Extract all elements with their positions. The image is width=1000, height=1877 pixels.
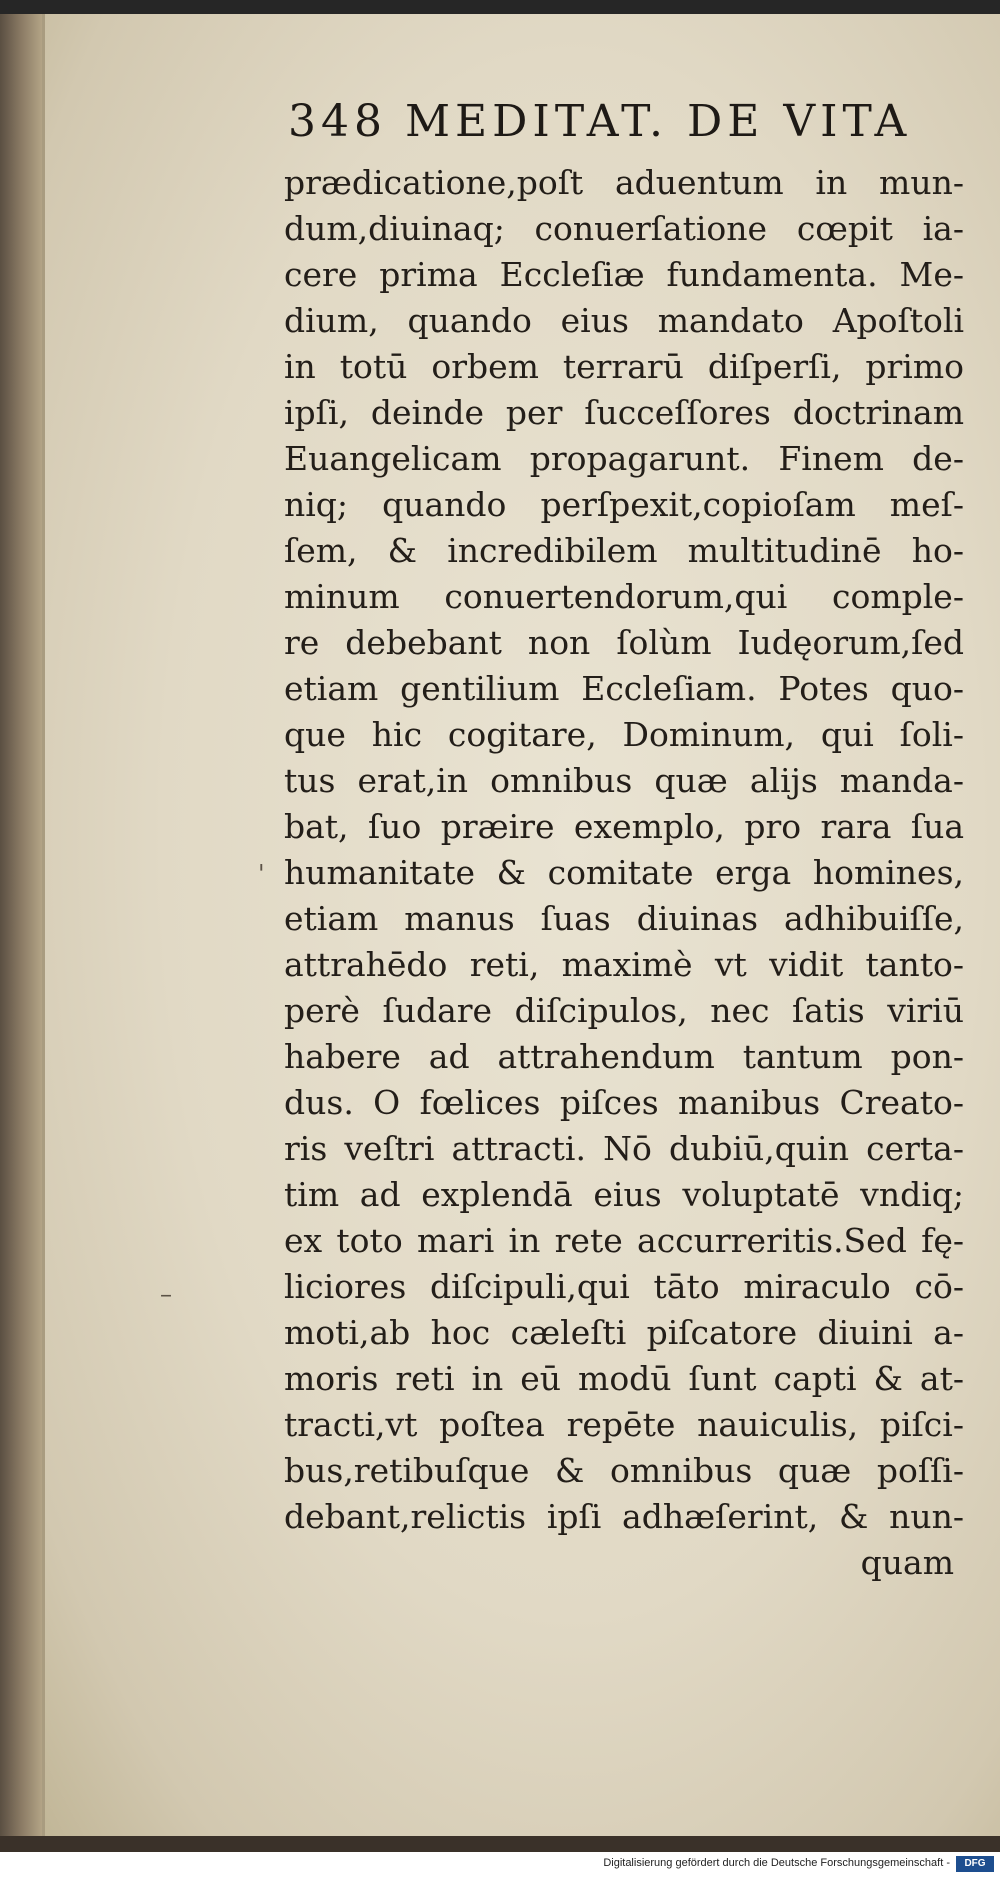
- text-line: bat, ſuo præire exemplo, pro rara ſua: [284, 807, 964, 846]
- text-line: que hic cogitare, Dominum, qui ſoli-: [284, 715, 964, 754]
- text-line: Euangelicam propagarunt. Finem de-: [284, 439, 964, 478]
- text-line: moris reti in eū modū ſunt capti & at-: [284, 1359, 964, 1398]
- text-line: liciores diſcipuli,qui tāto miraculo cō-: [284, 1267, 964, 1306]
- body-text: [284, 160, 964, 1586]
- text-line: cere prima Eccleſiæ fundamenta. Me-: [284, 255, 964, 294]
- text-line: habere ad attrahendum tantum pon-: [284, 1037, 964, 1076]
- text-line: humanitate & comitate erga homines,: [284, 853, 964, 892]
- margin-mark-icon: ': [258, 860, 265, 888]
- text-line: bus,retibuſque & omnibus quæ poſſi-: [284, 1451, 964, 1490]
- text-line: in totū orbem terrarū diſperſi, primo: [284, 347, 964, 386]
- text-line: debant,relictis ipſi adhæſerint, & nun-: [284, 1497, 964, 1536]
- dfg-logo: DFG: [956, 1856, 994, 1872]
- text-line: tim ad explendā eius voluptatē vndiq;: [284, 1175, 964, 1214]
- text-line: perè ſudare diſcipulos, nec ſatis viriū: [284, 991, 964, 1030]
- text-line: etiam gentilium Eccleſiam. Potes quo-: [284, 669, 964, 708]
- margin-dash-icon: –: [160, 1280, 172, 1308]
- text-line: etiam manus ſuas diuinas adhibuiſſe,: [284, 899, 964, 938]
- text-line: dus. O fœlices piſces manibus Creato-: [284, 1083, 964, 1122]
- book-bottom-edge: [0, 1836, 1000, 1852]
- text-line: dium, quando eius mandato Apoſtoli: [284, 301, 964, 340]
- running-head: [288, 96, 929, 147]
- text-line: ex toto mari in rete accurreritis.Sed fę-: [284, 1221, 964, 1260]
- text-line: moti,ab hoc cæleſti piſcatore diuini a-: [284, 1313, 964, 1352]
- text-line: niq; quando perſpexit,copioſam meſ-: [284, 485, 964, 524]
- text-line: dum,diuinaq; conuerſatione cœpit ia-: [284, 209, 964, 248]
- text-line: re debebant non ſolùm Iudęorum,ſed: [284, 623, 964, 662]
- text-line: ipſi, deinde per ſucceſſores doctrinam: [284, 393, 964, 432]
- text-line: minum conuertendorum,qui comple-: [284, 577, 964, 616]
- digitization-note: Digitalisierung gefördert durch die Deutsche Forschungsgemeinschaft -: [603, 1857, 950, 1869]
- text-line: prædicatione,poſt aduentum in mun-: [284, 163, 964, 202]
- page-number: 348: [288, 96, 387, 147]
- text-line: attrahēdo reti, maximè vt vidit tanto-: [284, 945, 964, 984]
- text-line: tracti,vt poſtea repēte nauiculis, piſci-: [284, 1405, 964, 1444]
- text-line: tus erat,in omnibus quæ alijs manda-: [284, 761, 964, 800]
- text-line: ſem, & incredibilem multitudinē ho-: [284, 531, 964, 570]
- running-title: MEDITAT. DE VITA: [404, 96, 912, 147]
- catchword: quam: [860, 1543, 954, 1582]
- text-line: ris veſtri attracti. Nō dubiū,quin certa-: [284, 1129, 964, 1168]
